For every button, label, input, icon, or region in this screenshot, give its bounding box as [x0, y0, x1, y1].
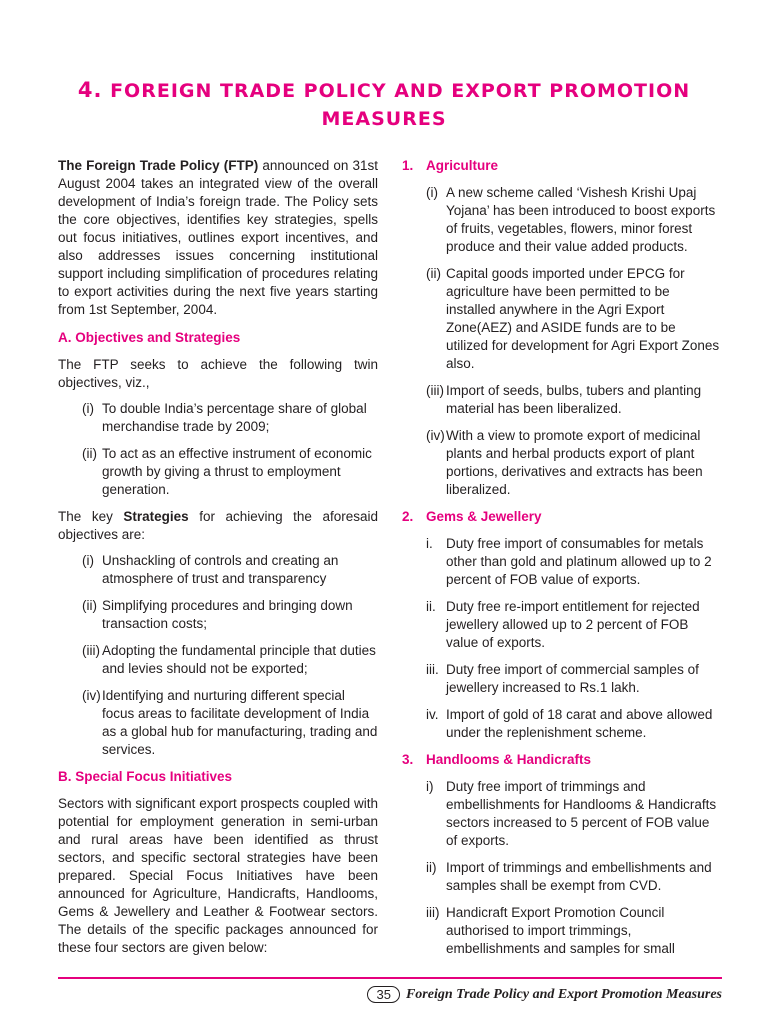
list-item	[402, 706, 721, 742]
agriculture-heading	[402, 157, 721, 175]
item-marker: (iii)	[82, 643, 100, 658]
item-marker: (ii)	[82, 446, 97, 461]
strategies-post: for achieving the aforesaid objectives are:	[58, 509, 378, 542]
page-footer	[367, 986, 722, 1003]
list-item	[58, 687, 378, 759]
running-title: Foreign Trade Policy and Export Promotion Measures	[405, 986, 722, 1002]
item-text: Unshackling of controls and creating an atmosphere of trust and transparency	[102, 553, 339, 586]
right-column	[402, 157, 721, 967]
list-item	[402, 382, 721, 418]
intro-paragraph	[58, 157, 378, 319]
item-text: Simplifying procedures and bringing down transaction costs;	[102, 598, 353, 631]
item-marker: iii.	[426, 662, 439, 677]
item-marker: iv.	[426, 707, 439, 722]
item-text: Import of trimmings and embellishments and samples shall be exempt from CVD.	[446, 860, 712, 893]
list-item	[402, 778, 721, 850]
item-text: With a view to promote export of medicinal plants and herbal products export of plant portions, derivatives and extracts has been liberalized.	[446, 428, 703, 497]
handlooms-heading	[402, 751, 721, 769]
item-marker: iii)	[426, 905, 440, 920]
objectives-intro: The FTP seeks to achieve the following twin objectives, viz.,	[58, 357, 378, 390]
strategies-bold: Strategies	[123, 509, 189, 524]
chapter-number: 4.	[77, 78, 103, 102]
heading-number: 2.	[402, 509, 414, 524]
item-text: Capital goods imported under EPCG for agriculture have been permitted to be installed anywhere in the Agri Export Zone(AEZ) and ASIDE funds are to be utilized for development for Agri Export Zones also.	[446, 266, 720, 371]
heading-text: Gems & Jewellery	[426, 509, 542, 524]
list-item	[402, 904, 721, 958]
strategies-list	[58, 552, 378, 759]
title-line-2: MEASURES	[321, 108, 447, 130]
item-marker: (iv)	[82, 688, 101, 703]
item-marker: (i)	[82, 401, 94, 416]
item-text: Duty free import of commercial samples of jewellery increased to Rs.1 lakh.	[446, 662, 699, 695]
list-item	[402, 859, 721, 895]
item-marker: (i)	[82, 553, 94, 568]
sectors-paragraph: Sectors with significant export prospects coupled with potential for employment generation in semi-urban and rural areas have been identified as thrust sectors, and specific sectoral strategies have been prepared. Special Focus Initiatives have been announced for Agriculture, Handicrafts, Handlooms, Gems & Jewellery and Leather & Footwear sectors. The details of the specific packages announced for these four sectors are given below:	[58, 796, 378, 955]
heading-text: Handlooms & Handicrafts	[426, 752, 592, 767]
footer-divider	[58, 977, 722, 979]
item-marker: ii)	[426, 860, 437, 875]
item-text: Handicraft Export Promotion Council authorised to import trimmings, embellishments and samples for small	[446, 905, 675, 956]
strategies-pre: The key	[58, 509, 124, 524]
list-item	[402, 598, 721, 652]
item-text: A new scheme called ‘Vishesh Krishi Upaj Yojana’ has been introduced to boost exports of fruits, vegetables, flowers, minor forest produce and their value added products.	[446, 185, 716, 254]
item-marker: (ii)	[426, 266, 441, 281]
section-b-heading: B. Special Focus Initiatives	[58, 769, 233, 784]
item-text: Duty free import of trimmings and embellishments for Handlooms & Handicrafts sectors increased to 5 percent of FOB value of exports.	[446, 779, 717, 848]
list-item	[58, 642, 378, 678]
strategies-intro	[58, 508, 378, 544]
page-number: 35	[367, 986, 399, 1003]
list-item	[402, 265, 721, 373]
left-column	[58, 157, 378, 965]
intro-bold: The Foreign Trade Policy (FTP)	[58, 158, 259, 173]
list-item	[402, 184, 721, 256]
page-title	[40, 76, 728, 133]
list-item	[58, 552, 378, 588]
handlooms-list	[402, 778, 721, 958]
list-item	[58, 597, 378, 633]
gems-heading	[402, 508, 721, 526]
list-item	[58, 445, 378, 499]
item-marker: (iv)	[426, 428, 445, 443]
item-marker: (ii)	[82, 598, 97, 613]
item-text: Identifying and nurturing different special focus areas to facilitate development of India as a global hub for manufacturing, trading and services.	[102, 688, 378, 757]
heading-number: 3.	[402, 752, 414, 767]
intro-text: announced on 31st August 2004 takes an integrated view of the overall development of India’s foreign trade. The Policy sets the core objectives, identifies key strategies, spells out focus initiatives, outlines export incentives, and also addresses issues concerning institutional support including simplification of procedures relating to export activities during the next five years starting from 1st September, 2004.	[58, 158, 378, 317]
item-marker: i.	[426, 536, 433, 551]
item-text: To double India’s percentage share of global merchandise trade by 2009;	[102, 401, 367, 434]
list-item	[402, 661, 721, 697]
item-text: Import of seeds, bulbs, tubers and planting material has been liberalized.	[446, 383, 702, 416]
item-marker: ii.	[426, 599, 436, 614]
heading-number: 1.	[402, 158, 414, 173]
item-marker: (i)	[426, 185, 438, 200]
list-item	[402, 427, 721, 499]
item-text: Duty free import of consumables for metals other than gold and platinum allowed up to 2 percent of FOB value of exports.	[446, 536, 712, 587]
list-item	[58, 400, 378, 436]
objectives-list	[58, 400, 378, 499]
heading-text: Agriculture	[426, 158, 499, 173]
list-item	[402, 535, 721, 589]
item-marker: (iii)	[426, 383, 444, 398]
gems-list	[402, 535, 721, 742]
item-text: To act as an effective instrument of economic growth by giving a thrust to employment generation.	[102, 446, 372, 497]
item-text: Duty free re-import entitlement for rejected jewellery allowed up to 2 percent of FOB value of exports.	[446, 599, 700, 650]
title-line-1: FOREIGN TRADE POLICY AND EXPORT PROMOTION	[110, 80, 691, 102]
item-text: Import of gold of 18 carat and above allowed under the replenishment scheme.	[446, 707, 713, 740]
section-a-heading: A. Objectives and Strategies	[58, 330, 241, 345]
agriculture-list	[402, 184, 721, 499]
item-marker: i)	[426, 779, 434, 794]
item-text: Adopting the fundamental principle that duties and levies should not be exported;	[102, 643, 376, 676]
